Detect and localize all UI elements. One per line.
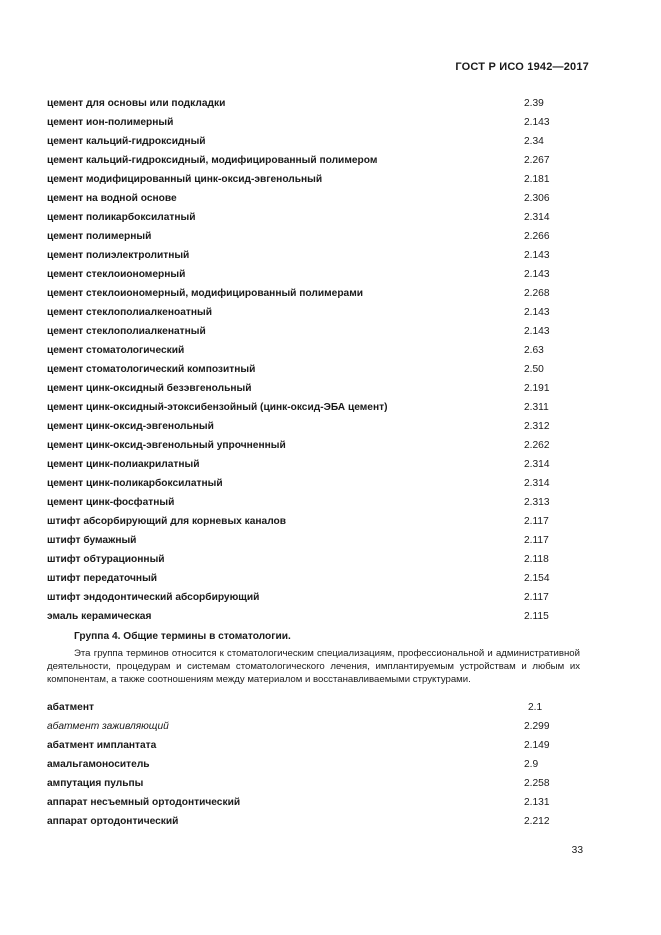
index-row — [47, 324, 607, 343]
index-term: цемент поликарбоксилатный — [47, 212, 196, 223]
index-ref: 2.314 — [524, 478, 550, 489]
index-row — [47, 286, 607, 305]
index-term: штифт обтурационный — [47, 554, 165, 565]
index-term: эмаль керамическая — [47, 611, 152, 622]
index-ref: 2.313 — [524, 497, 550, 508]
index-term: абатмент заживляющий — [47, 721, 169, 732]
index-row — [47, 267, 607, 286]
index-list-b — [47, 700, 607, 833]
index-ref: 2.299 — [524, 721, 550, 732]
index-row — [47, 381, 607, 400]
index-term: ампутация пульпы — [47, 778, 144, 789]
index-row — [47, 590, 607, 609]
index-row — [47, 96, 607, 115]
index-ref: 2.143 — [524, 250, 550, 261]
index-row — [47, 757, 607, 776]
index-term: амальгамоноситель — [47, 759, 150, 770]
index-row — [47, 153, 607, 172]
index-term: цемент модифицированный цинк-оксид-эвгенольный — [47, 174, 323, 185]
index-ref: 2.115 — [524, 611, 549, 622]
index-ref: 2.117 — [524, 516, 549, 527]
index-term: цемент кальций-гидроксидный — [47, 136, 206, 147]
index-ref: 2.1 — [528, 702, 543, 713]
index-row — [47, 552, 607, 571]
index-row — [47, 305, 607, 324]
index-row — [47, 814, 607, 833]
index-row — [47, 476, 607, 495]
index-term: цемент цинк-оксид-эвгенольный — [47, 421, 214, 432]
index-term: цемент на водной основе — [47, 193, 177, 204]
index-row — [47, 514, 607, 533]
index-term: цемент стеклополиалкенатный — [47, 326, 206, 337]
index-ref: 2.306 — [524, 193, 550, 204]
index-term: цемент цинк-оксидный-этоксибензойный (цинк-оксид-ЭБА цемент) — [47, 402, 388, 413]
index-term: цемент полимерный — [47, 231, 152, 242]
index-term: штифт абсорбирующий для корневых каналов — [47, 516, 287, 527]
index-ref: 2.34 — [524, 136, 544, 147]
index-row — [47, 795, 607, 814]
index-ref: 2.39 — [524, 98, 544, 109]
index-term: цемент стоматологический — [47, 345, 185, 356]
index-ref: 2.63 — [524, 345, 544, 356]
index-row — [47, 571, 607, 590]
index-ref: 2.266 — [524, 231, 550, 242]
index-row — [47, 533, 607, 552]
index-term: цемент цинк-полиакрилатный — [47, 459, 200, 470]
index-ref: 2.143 — [524, 269, 550, 280]
index-ref: 2.143 — [524, 326, 550, 337]
index-term: цемент цинк-оксид-эвгенольный упрочненный — [47, 440, 286, 451]
index-term: штифт передаточный — [47, 573, 158, 584]
index-row — [47, 400, 607, 419]
index-row — [47, 719, 607, 738]
index-row — [47, 343, 607, 362]
index-ref: 2.312 — [524, 421, 550, 432]
index-ref: 2.258 — [524, 778, 550, 789]
page-number: 33 — [571, 845, 583, 856]
index-row — [47, 495, 607, 514]
index-term: цемент цинк-поликарбоксилатный — [47, 478, 223, 489]
document-header: ГОСТ Р ИСО 1942—2017 — [455, 61, 589, 73]
index-term: цемент стеклоиономерный — [47, 269, 186, 280]
index-ref: 2.117 — [524, 592, 549, 603]
index-row — [47, 248, 607, 267]
index-row — [47, 700, 607, 719]
index-row — [47, 419, 607, 438]
index-term: штифт эндодонтический абсорбирующий — [47, 592, 260, 603]
index-row — [47, 776, 607, 795]
index-row — [47, 438, 607, 457]
group-title: Группа 4. Общие термины в стоматологии. — [74, 631, 291, 642]
index-row — [47, 738, 607, 757]
index-ref: 2.191 — [524, 383, 550, 394]
index-term: цемент цинк-фосфатный — [47, 497, 175, 508]
index-row — [47, 609, 607, 628]
index-term: абатмент — [47, 702, 94, 713]
index-row — [47, 457, 607, 476]
index-row — [47, 229, 607, 248]
index-ref: 2.149 — [524, 740, 550, 751]
index-ref: 2.117 — [524, 535, 549, 546]
index-ref: 2.314 — [524, 459, 550, 470]
index-term: цемент стоматологический композитный — [47, 364, 256, 375]
index-term: цемент полиэлектролитный — [47, 250, 190, 261]
index-row — [47, 172, 607, 191]
index-row — [47, 115, 607, 134]
index-row — [47, 134, 607, 153]
index-term: цемент цинк-оксидный безэвгенольный — [47, 383, 252, 394]
index-ref: 2.154 — [524, 573, 550, 584]
index-ref: 2.50 — [524, 364, 544, 375]
index-ref: 2.311 — [524, 402, 549, 413]
index-term: аппарат ортодонтический — [47, 816, 179, 827]
index-ref: 2.131 — [524, 797, 550, 808]
index-ref: 2.262 — [524, 440, 550, 451]
index-term: цемент кальций-гидроксидный, модифицированный полимером — [47, 155, 378, 166]
index-ref: 2.212 — [524, 816, 550, 827]
group-description: Эта группа терминов относится к стоматологическим специализациям, профессиональной и административной деятельности, процедурам и системам стоматологического лечения, имплантируемым устройствам и любым их компонентам, а также соотношениям между материалом и восстанавливаемыми структурами. — [47, 648, 580, 685]
index-term: цемент ион-полимерный — [47, 117, 174, 128]
index-term: цемент стеклоиономерный, модифицированный полимерами — [47, 288, 364, 299]
index-ref: 2.181 — [524, 174, 550, 185]
index-ref: 2.268 — [524, 288, 550, 299]
index-row — [47, 362, 607, 381]
index-row — [47, 210, 607, 229]
index-list-a — [47, 96, 607, 628]
index-ref: 2.314 — [524, 212, 550, 223]
index-ref: 2.9 — [524, 759, 539, 770]
index-row — [47, 191, 607, 210]
index-term: цемент для основы или подкладки — [47, 98, 226, 109]
index-term: штифт бумажный — [47, 535, 137, 546]
index-term: цемент стеклополиалкеноатный — [47, 307, 212, 318]
index-ref: 2.143 — [524, 117, 550, 128]
index-term: абатмент имплантата — [47, 740, 157, 751]
index-ref: 2.143 — [524, 307, 550, 318]
index-ref: 2.118 — [524, 554, 549, 565]
index-ref: 2.267 — [524, 155, 550, 166]
index-term: аппарат несъемный ортодонтический — [47, 797, 241, 808]
